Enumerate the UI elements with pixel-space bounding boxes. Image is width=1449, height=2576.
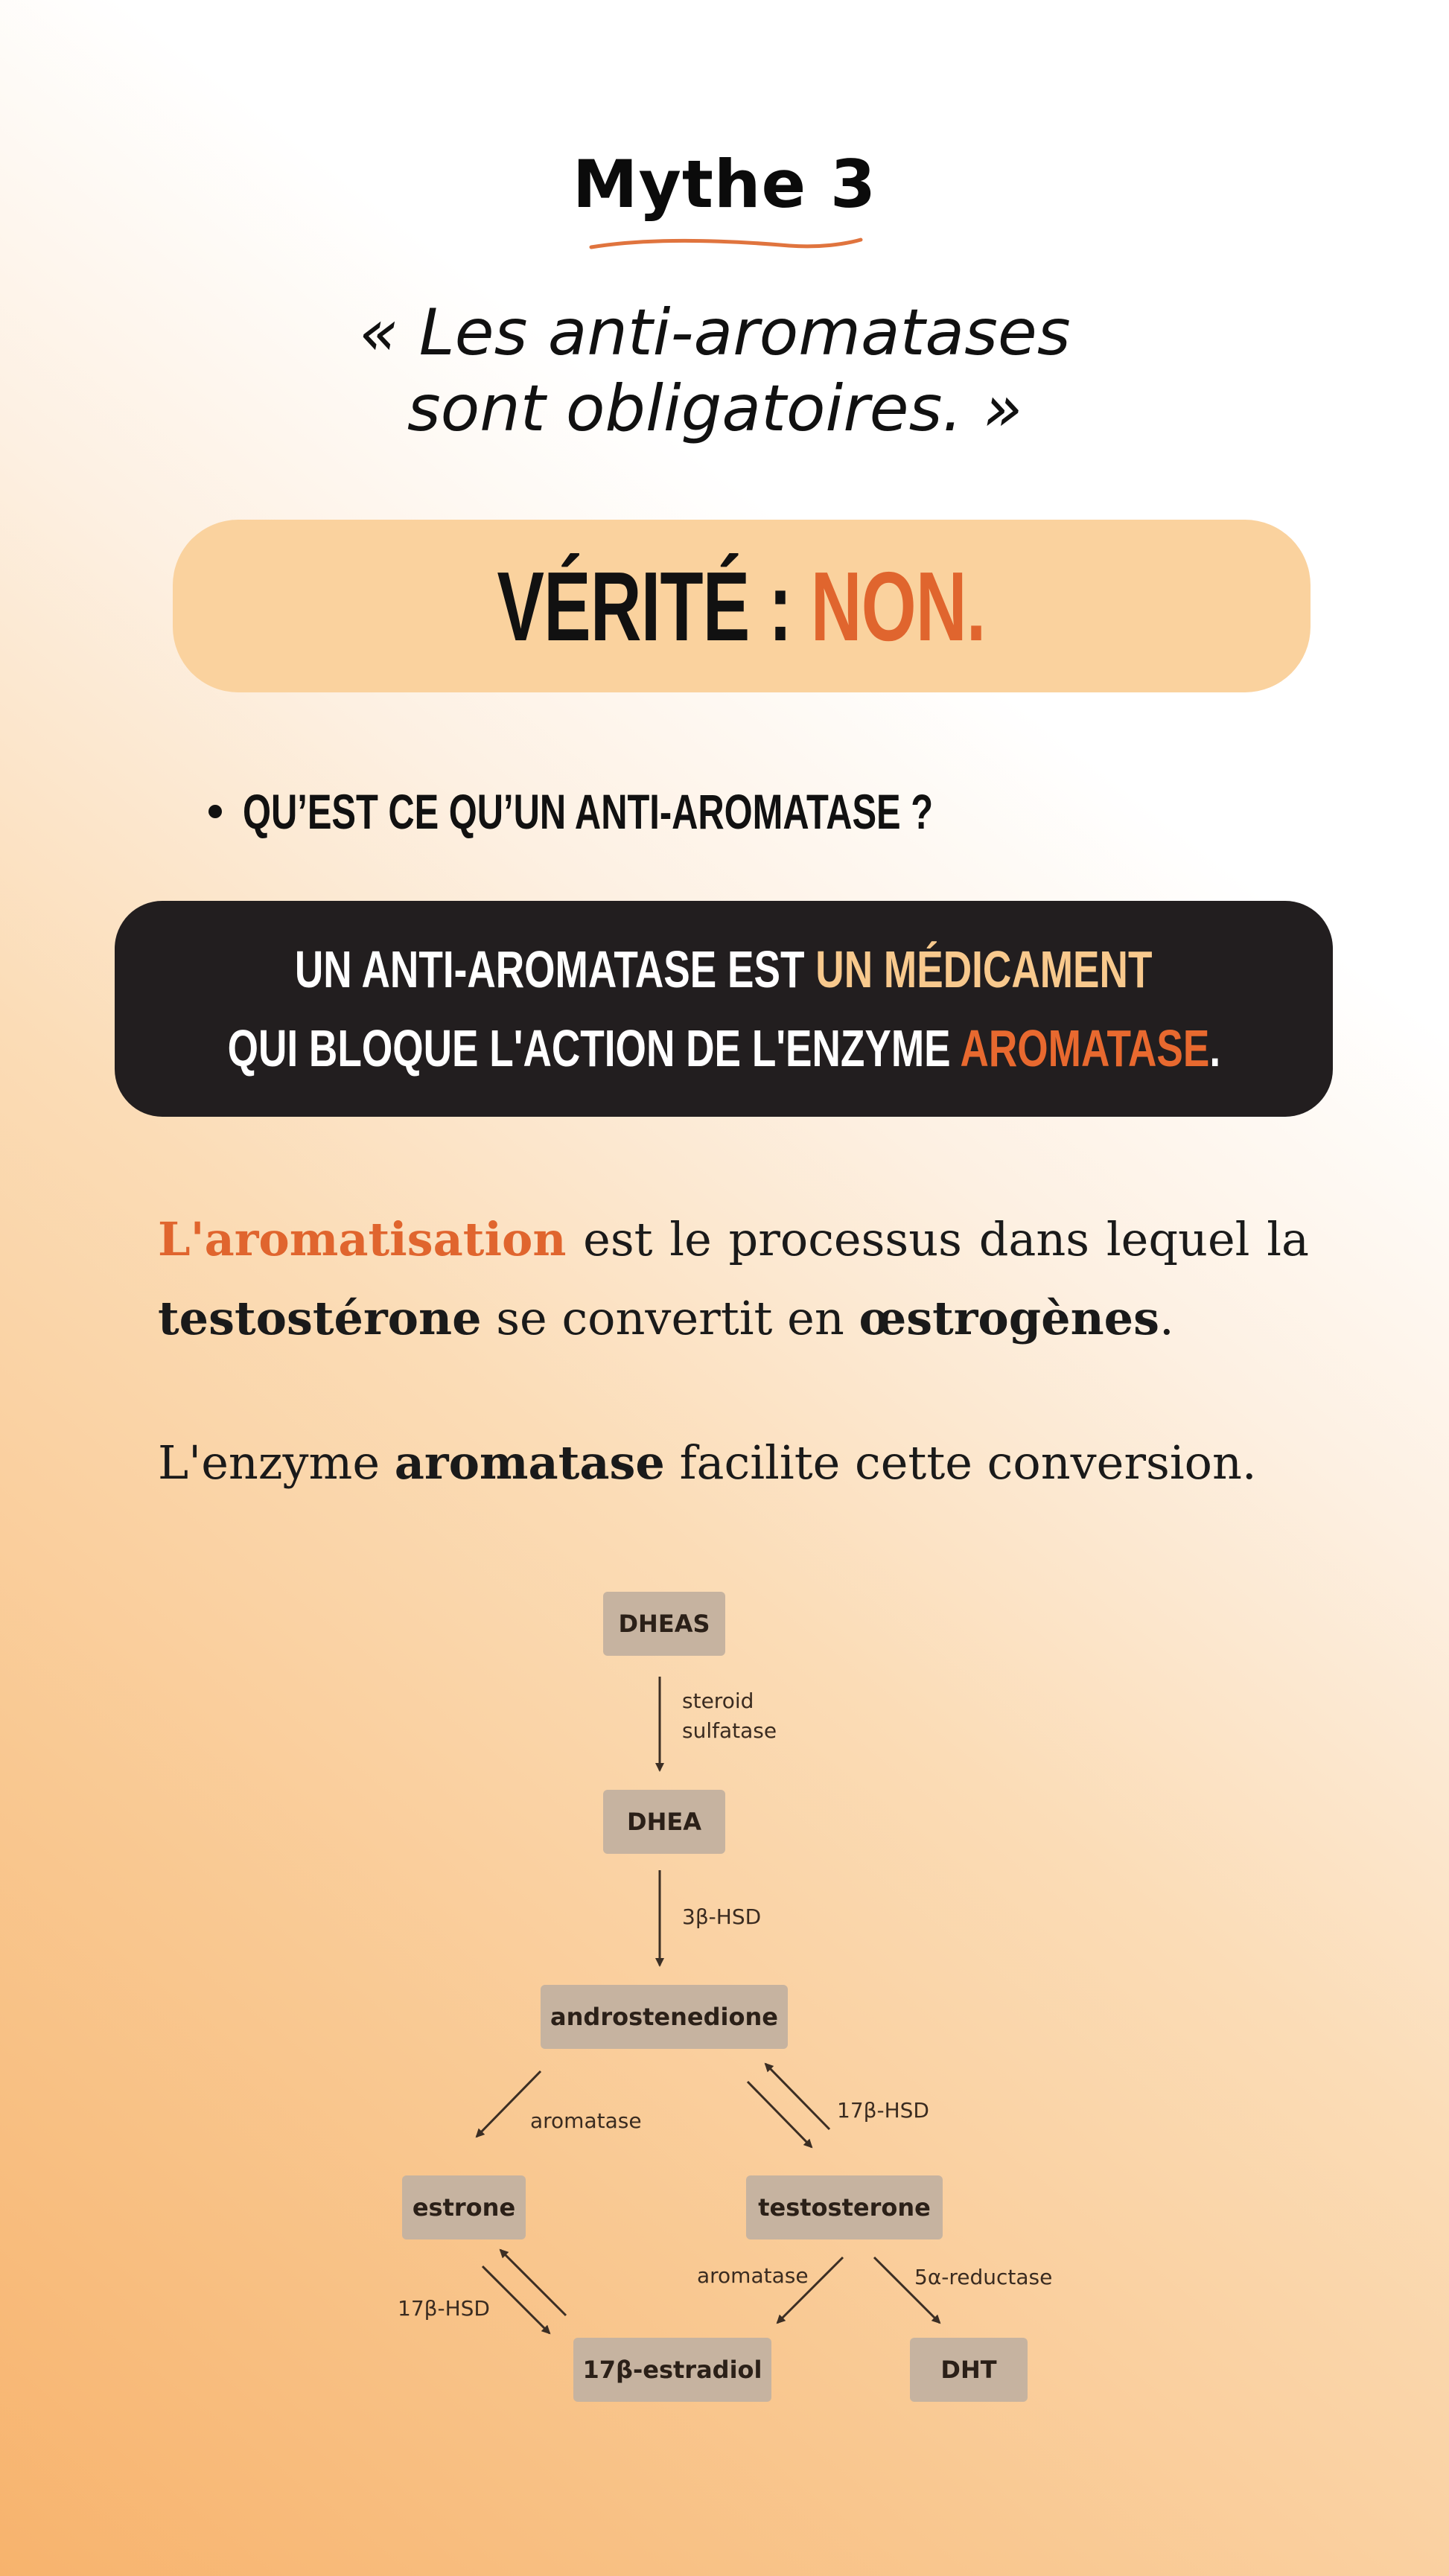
node-dht-label: DHT: [940, 2356, 997, 2384]
enzyme-aromatase-label-1: aromatase: [530, 2108, 642, 2133]
node-estrone-label: estrone: [412, 2193, 516, 2222]
node-dhea: [603, 1790, 725, 1854]
oestrogenes-term: œstrogènes: [859, 1291, 1159, 1345]
enzyme-17b-hsd-label-1: 17β-HSD: [837, 2098, 929, 2123]
enzyme-steroid-label: steroid: [682, 1689, 754, 1713]
node-dht: [910, 2338, 1028, 2402]
node-testosterone: [746, 2175, 943, 2239]
aromatase-term: aromatase: [394, 1435, 665, 1490]
paragraph2-text1: L'enzyme: [158, 1435, 395, 1490]
question-text: QU’EST CE QU’UN ANTI-AROMATASE ?: [243, 784, 934, 839]
node-estrone: [402, 2175, 526, 2239]
page-title: Mythe 3: [572, 146, 877, 223]
paragraph1-text3: .: [1159, 1291, 1174, 1345]
testosterone-term: testostérone: [158, 1291, 482, 1345]
paragraph1-text2: se convertit en: [481, 1291, 859, 1345]
verdict-answer: NON.: [811, 551, 986, 661]
definition-highlight-medicament: UN MÉDICAMENT: [815, 940, 1153, 998]
definition-line1-text: UN ANTI-AROMATASE EST: [295, 940, 816, 998]
aromatisation-term: L'aromatisation: [158, 1212, 567, 1266]
myth-quote-line2: sont obligatoires. »: [407, 372, 1023, 446]
definition-period: .: [1209, 1019, 1220, 1077]
enzyme-17b-hsd-label-2: 17β-HSD: [398, 2296, 490, 2321]
enzyme-aromatase-label-2: aromatase: [697, 2263, 809, 2288]
arrow-estrone-to-estradiol: [483, 2266, 550, 2333]
enzyme-3b-hsd-label: 3β-HSD: [682, 1904, 762, 1929]
node-estradiol-label: 17β-estradiol: [582, 2356, 762, 2384]
node-androstenedione-label: androstenedione: [550, 2003, 778, 2031]
arrow-testosterone-to-androstenedione: [765, 2064, 829, 2129]
node-testosterone-label: testosterone: [758, 2193, 931, 2222]
arrow-estradiol-to-estrone: [500, 2250, 566, 2315]
node-dheas-label: DHEAS: [618, 1610, 710, 1638]
myth-quote-line1: « Les anti-aromatases: [359, 296, 1071, 370]
node-estradiol: [573, 2338, 771, 2402]
definition-line2-text: QUI BLOQUE L'ACTION DE L'ENZYME: [227, 1019, 961, 1077]
paragraph2-text2: facilite cette conversion.: [664, 1435, 1257, 1490]
verdict-prefix: VÉRITÉ :: [497, 551, 812, 661]
node-dhea-label: DHEA: [627, 1808, 701, 1836]
enzyme-sulfatase-label: sulfatase: [682, 1718, 777, 1743]
node-dheas: [603, 1592, 725, 1656]
definition-highlight-aromatase: AROMATASE: [960, 1019, 1210, 1077]
arrow-androstenedione-to-testosterone: [748, 2082, 812, 2147]
enzyme-5a-reductase-label: 5α-reductase: [914, 2265, 1053, 2289]
node-androstenedione: [541, 1985, 788, 2049]
paragraph1-text1: est le processus dans lequel la: [566, 1212, 1309, 1266]
